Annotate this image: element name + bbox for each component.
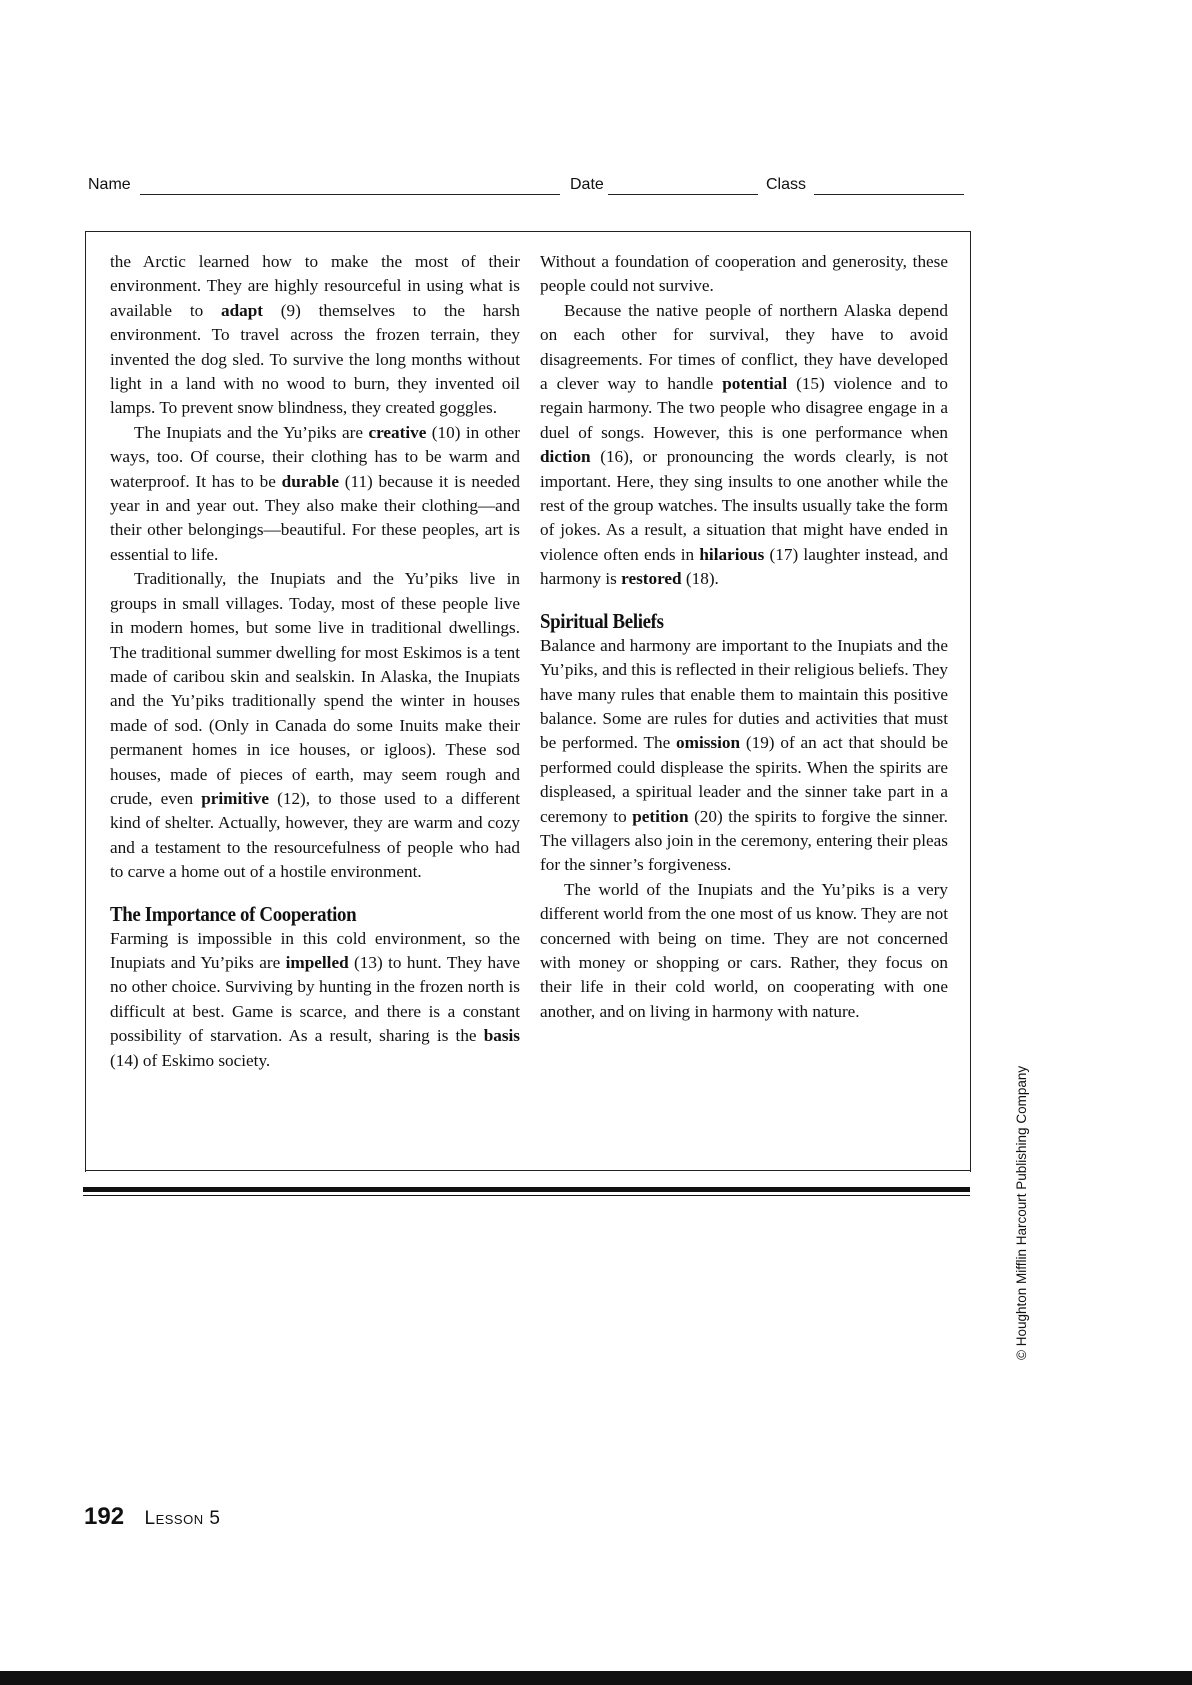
reading-box-bottom	[85, 1170, 971, 1171]
date-line	[608, 194, 758, 195]
vocabulary-word: durable	[281, 471, 339, 491]
text-run: (17) laughter instead, and harmony is	[540, 544, 948, 589]
divider-thick	[83, 1187, 970, 1192]
text-run: The Inupiats and the Yu’piks are	[134, 422, 369, 442]
vocabulary-word: impelled	[285, 952, 349, 972]
vocabulary-word: potential	[722, 374, 788, 394]
text-run: Balance and harmony are important to the Inupiats and the Yu’piks, and this is reflected in their religious beliefs. They have many rules that enable them to maintain this positive balance. Some are rules for duties and activities that must be performed. The	[540, 635, 948, 753]
vocabulary-word: primitive	[201, 788, 269, 808]
class-label: Class	[766, 176, 807, 193]
text-run: (9) themselves to the harsh environment. To travel across the frozen terrain, they invented the dog sled. To survive the long months without light in a land with no wood to burn, they invented oil lamps. To prevent snow blindness, they created goggles.	[110, 300, 520, 418]
text-run: (14) of Eskimo society.	[110, 1050, 271, 1070]
vocabulary-word: petition	[632, 806, 689, 826]
right-column	[540, 250, 948, 1024]
scan-edge	[0, 1671, 1192, 1685]
vocabulary-word: diction	[540, 447, 591, 467]
text-run: (12), to those used to a different kind of shelter. Actually, however, they are warm and cozy and a testament to the resourcefulness of people who had to carve a home out of a hostile environment.	[110, 788, 520, 882]
section-heading: Spiritual Beliefs	[540, 608, 664, 633]
vocabulary-word: restored	[621, 569, 682, 589]
copyright-notice: © Houghton Mifflin Harcourt Publishing Company	[1014, 1065, 1029, 1360]
text-run: (13) to hunt. They have no other choice. Surviving by hunting in the frozen north is difficult at best. Game is scarce, and there is a constant possibility of starvation. As a result, sharing is the	[110, 952, 520, 1046]
vocabulary-word: omission	[676, 733, 741, 753]
vocabulary-word: hilarious	[699, 544, 765, 564]
section-heading: The Importance of Cooperation	[110, 901, 357, 926]
paragraph	[110, 250, 520, 421]
lesson-label: Lesson 5	[144, 1508, 221, 1529]
left-column	[110, 250, 520, 1073]
text-run: Because the native people of northern Alaska depend on each other for survival, they have to avoid disagreements. For times of conflict, they have developed a clever way to handle	[540, 300, 948, 394]
text-run: (19) of an act that should be performed could displease the spirits. When the spirits are displeased, a spiritual leader and the sinner take part in a ceremony to	[540, 733, 948, 826]
paragraph	[110, 927, 520, 1073]
vocabulary-word: adapt	[220, 300, 264, 320]
text-run: (16), or pronouncing the words clearly, is not important. Here, they sing insults to one another while the rest of the group watches. The insults usually take the form of jokes. As a result, a situation that might have ended in violence often ends in	[540, 447, 948, 564]
text-run: Without a foundation of cooperation and generosity, these people could not survive.	[540, 252, 948, 296]
text-run: the Arctic learned how to make the most of their environment. They are highly resourceful in using what is available to	[110, 252, 520, 320]
page-footer	[84, 1503, 220, 1531]
divider-thin	[83, 1195, 970, 1196]
text-run: Traditionally, the Inupiats and the Yu’piks live in groups in small villages. Today, most of these people live in modern homes, but some live in traditional dwellings. The traditional summer dwelling for most Eskimos is a tent made of caribou skin and sealskin. In Alaska, the Inupiats and the Yu’piks traditionally spend the winter in houses made of sod. (Only in Canada do some Inuits make their permanent homes in ice houses, or igloos). These sod houses, made of pieces of earth, may seem rough and crude, even	[110, 569, 520, 808]
text-run: (20) the spirits to forgive the sinner. The villagers also join in the ceremony, entering their pleas for the sinner’s forgiveness.	[540, 806, 948, 875]
name-line	[140, 194, 560, 195]
paragraph	[110, 421, 520, 567]
text-run: (18).	[681, 569, 719, 589]
worksheet-header	[88, 176, 964, 200]
paragraph	[540, 299, 948, 592]
vocabulary-word: creative	[368, 422, 427, 442]
text-run: Farming is impossible in this cold environment, so the Inupiats and Yu’piks are	[110, 928, 520, 972]
paragraph	[540, 634, 948, 878]
date-label: Date	[570, 176, 604, 193]
page-number: 192	[84, 1503, 125, 1530]
vocabulary-word: basis	[483, 1026, 520, 1046]
text-run: (15) violence and to regain harmony. The two people who disagree engage in a duel of songs. However, this is one performance when	[540, 374, 948, 442]
name-label: Name	[88, 176, 131, 193]
text-run: (10) in other ways, too. Of course, their clothing has to be warm and waterproof. It has to be	[110, 422, 520, 491]
paragraph	[540, 250, 948, 299]
class-line	[814, 194, 964, 195]
paragraph	[110, 567, 520, 884]
paragraph	[540, 878, 948, 1024]
text-run: The world of the Inupiats and the Yu’piks is a very different world from the one most of us know. They are not concerned with being on time. They are not concerned with money or shopping or cars. Rather, they focus on their life in their cold world, on cooperating with one another, and on living in harmony with nature.	[540, 879, 948, 1021]
text-run: (11) because it is needed year in and year out. They also make their clothing—and their other belongings—beautiful. For these peoples, art is essential to life.	[110, 471, 520, 564]
